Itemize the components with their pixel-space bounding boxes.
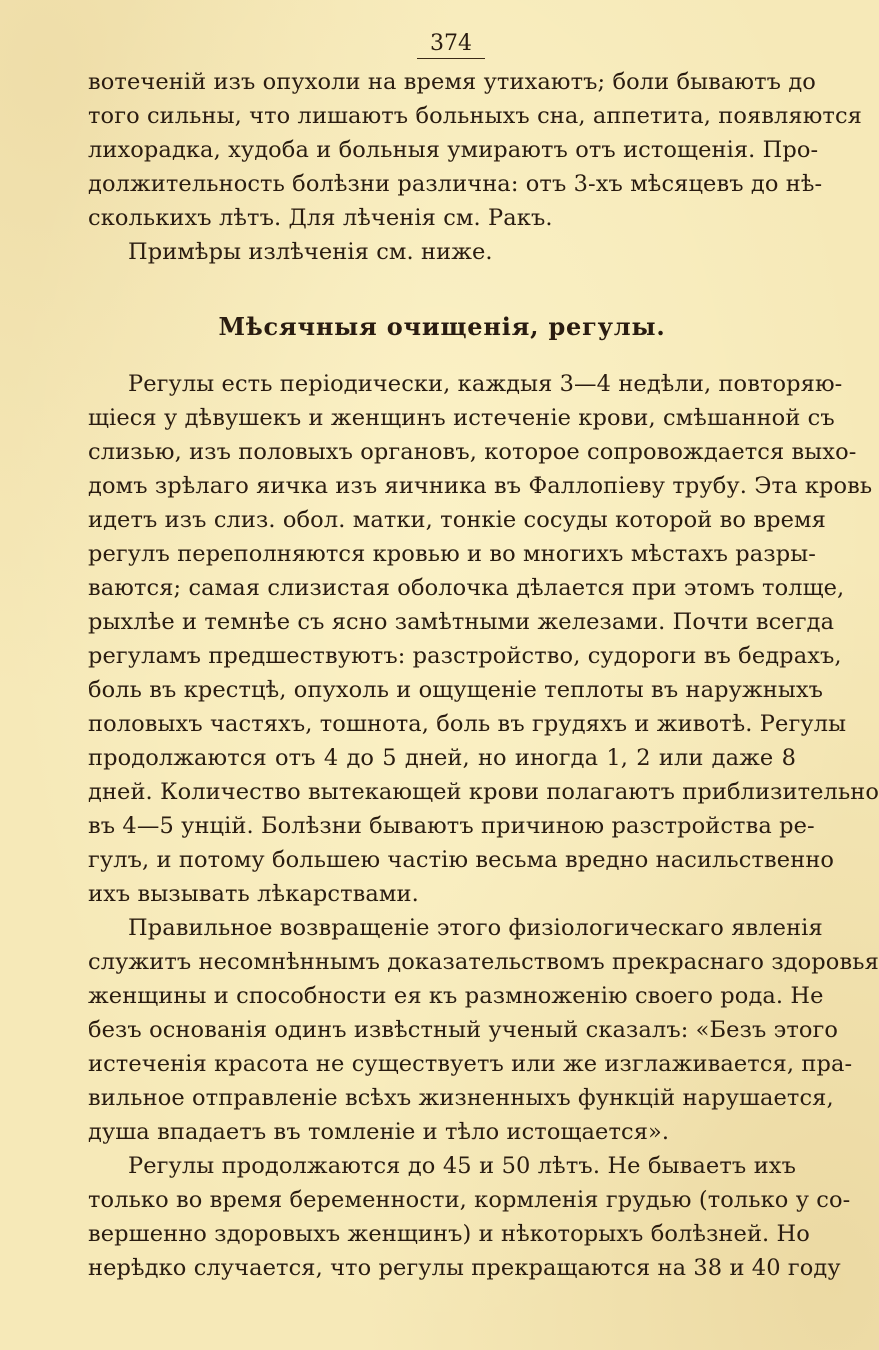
- text-line: сколькихъ лѣтъ. Для лѣченія см. Ракъ.: [88, 205, 553, 231]
- text-line: половыхъ частяхъ, тошнота, боль въ грудяхъ и животѣ. Регулы: [88, 711, 847, 737]
- text-line: истеченія красота не существуетъ или же изглаживается, пра-: [88, 1051, 853, 1077]
- text-line: гулъ, и потому большею частію весьма вредно насильственно: [88, 847, 835, 873]
- text-line: идетъ изъ слиз. обол. матки, тонкіе сосуды которой во время: [88, 507, 826, 533]
- text-line: Регулы продолжаются до 45 и 50 лѣтъ. Не бываетъ ихъ: [128, 1153, 796, 1179]
- text-line: рыхлѣе и темнѣе съ ясно замѣтными железами. Почти всегда: [88, 609, 835, 635]
- text-line: Правильное возвращеніе этого физіологическаго явленія: [128, 915, 823, 941]
- paragraph-menses-definition: [88, 367, 879, 911]
- text-line: продолжаются отъ 4 до 5 дней, но иногда 1, 2 или даже 8: [88, 745, 796, 771]
- text-line: Примѣры излѣченія см. ниже.: [128, 239, 493, 265]
- text-line: боль въ крестцѣ, опухоль и ощущеніе теплоты въ наружныхъ: [88, 677, 824, 703]
- text-line: того сильны, что лишаютъ больныхъ сна, аппетита, появляются: [88, 103, 862, 129]
- paragraph-duration-age: [88, 1149, 851, 1285]
- text-line: женщины и способности ея къ размноженію своего рода. Не: [88, 983, 824, 1009]
- text-line: въ 4—5 унцій. Болѣзни бываютъ причиною разстройства ре-: [88, 813, 815, 839]
- page-number-underline: [417, 58, 485, 59]
- text-line: служитъ несомнѣннымъ доказательствомъ прекраснаго здоровья: [88, 949, 879, 975]
- section-heading: Мѣсячныя очищенія, регулы.: [218, 312, 666, 341]
- text-line: Регулы есть періодически, каждыя 3—4 недѣли, повторяю-: [128, 371, 843, 397]
- text-line: нерѣдко случается, что регулы прекращаются на 38 и 40 году: [88, 1255, 841, 1281]
- text-line: должительность болѣзни различна: отъ 3-хъ мѣсяцевъ до нѣ-: [88, 171, 823, 197]
- text-line: вершенно здоровыхъ женщинъ) и нѣкоторыхъ болѣзней. Но: [88, 1221, 810, 1247]
- book-page: [88, 30, 879, 1285]
- paragraph-tumor-conclusion: [88, 65, 862, 235]
- text-line: слизью, изъ половыхъ органовъ, которое сопровождается выхо-: [88, 439, 857, 465]
- paragraph-examples-reference: [88, 235, 796, 269]
- text-line: только во время беременности, кормленія грудью (только у со-: [88, 1187, 851, 1213]
- text-line: безъ основанія одинъ извѣстный ученый сказалъ: «Безъ этого: [88, 1017, 839, 1043]
- text-line: ваются; самая слизистая оболочка дѣлается при этомъ толще,: [88, 575, 845, 601]
- text-line: дней. Количество вытекающей крови полагаютъ приблизительно: [88, 779, 879, 805]
- text-line: лихорадка, худоба и больныя умираютъ отъ истощенія. Про-: [88, 137, 819, 163]
- paragraph-regular-return: [88, 911, 879, 1149]
- text-line: вотеченій изъ опухоли на время утихаютъ; боли бываютъ до: [88, 69, 816, 95]
- text-line: ихъ вызывать лѣкарствами.: [88, 881, 419, 907]
- text-line: щіеся у дѣвушекъ и женщинъ истеченіе крови, смѣшанной съ: [88, 405, 835, 431]
- page-number: 374: [430, 31, 472, 56]
- text-line: регулъ переполняются кровью и во многихъ мѣстахъ разры-: [88, 541, 816, 567]
- text-line: вильное отправленіе всѣхъ жизненныхъ функцій нарушается,: [88, 1085, 834, 1111]
- text-line: душа впадаетъ въ томленіе и тѣло истощается».: [88, 1119, 670, 1145]
- text-line: регуламъ предшествуютъ: разстройство, судороги въ бедрахъ,: [88, 643, 842, 669]
- text-line: домъ зрѣлаго яичка изъ яичника въ Фаллопіеву трубу. Эта кровь: [88, 473, 873, 499]
